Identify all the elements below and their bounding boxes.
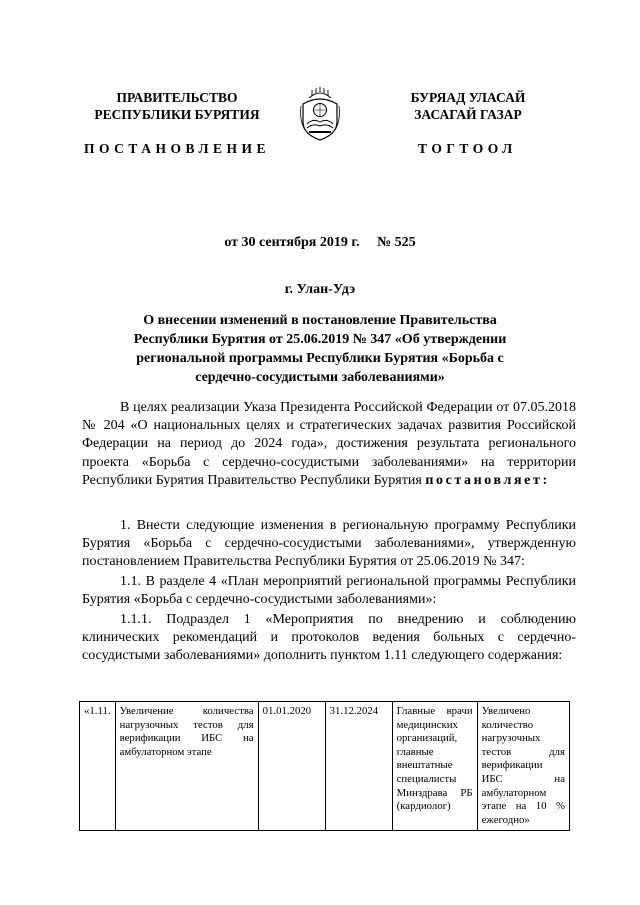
cell-start-date: 01.01.2020 [258,702,325,831]
header-right-line-1: БУРЯАД УЛАСАЙ [410,90,526,105]
coat-of-arms-icon [299,86,341,142]
document-title: О внесении изменений в постановление Правительства Республики Бурятия от 25.06.2019 № 347 «Об утверждении региональной программы Республики Бурятия «Борьба с сердечно-сосудистыми заболеваниями» [133,313,507,385]
document-city: г. Улан-Удэ [284,282,356,297]
cell-end-date: 31.12.2024 [325,702,392,831]
header-left-line-2: РЕСПУБЛИКИ БУРЯТИЯ [94,107,260,122]
document-date-number: от 30 сентября 2019 г. № 525 [224,235,416,250]
header-left-org [82,89,272,123]
header-left-line-1: ПРАВИТЕЛЬСТВО [116,90,238,105]
item-1-1 [82,573,576,609]
measures-table [79,701,570,831]
header-right-org [388,89,548,123]
cell-measure-name: Увеличение количества нагрузочных тестов для верификации ИБС на амбулаторном этапе [115,702,258,831]
cell-result: Увеличено количество нагрузочных тестов для верификации ИБС на амбулаторном этапе на 10 % ежегодно» [477,702,569,831]
header-right-line-2: ЗАСАГАЙ ГАЗАР [414,107,522,122]
header-right-doc-kind: ТОГТООЛ [418,141,517,156]
table-row [80,702,570,831]
item-1 [82,517,576,572]
item-1-1-1 [82,611,576,666]
item-1-1-text: 1.1. В разделе 4 «План мероприятий региональной программы Республики Бурятия «Борьба с сердечно-сосудистыми заболеваниями»: [82,574,576,608]
item-1-1-1-text: 1.1.1. Подраздел 1 «Мероприятия по внедрению и соблюдению клинических рекомендаций и протоколов ведения больных с сердечно-сосудистыми заболеваниями» дополнить пунктом 1.11 следующего содержания: [82,612,576,664]
resolves-word: постановляет: [425,472,550,488]
header-left-doc-kind: ПОСТАНОВЛЕНИЕ [84,141,271,156]
cell-executor: Главные врачи медицинских организаций, главные внештатные специалисты Минздрава РБ (кардиолог) [392,702,477,831]
item-1-text: 1. Внести следующие изменения в региональную программу Республики Бурятия «Борьба с сердечно-сосудистыми заболеваниями», утвержденную постановлением Правительства Республики Бурятия от 25.06.2019 № 347: [82,518,576,570]
preamble [82,399,576,490]
cell-item-number: «1.11. [80,702,116,831]
preamble-text: В целях реализации Указа Президента Российской Федерации от 07.05.2018 № 204 «О национальных целях и стратегических задачах развития Российской Федерации на период до 2024 года», достижения результата регионального проекта «Борьба с сердечно-сосудистыми заболеваниями» на территории Республики Бурятия Правительство Республики Бурятия [82,400,576,488]
